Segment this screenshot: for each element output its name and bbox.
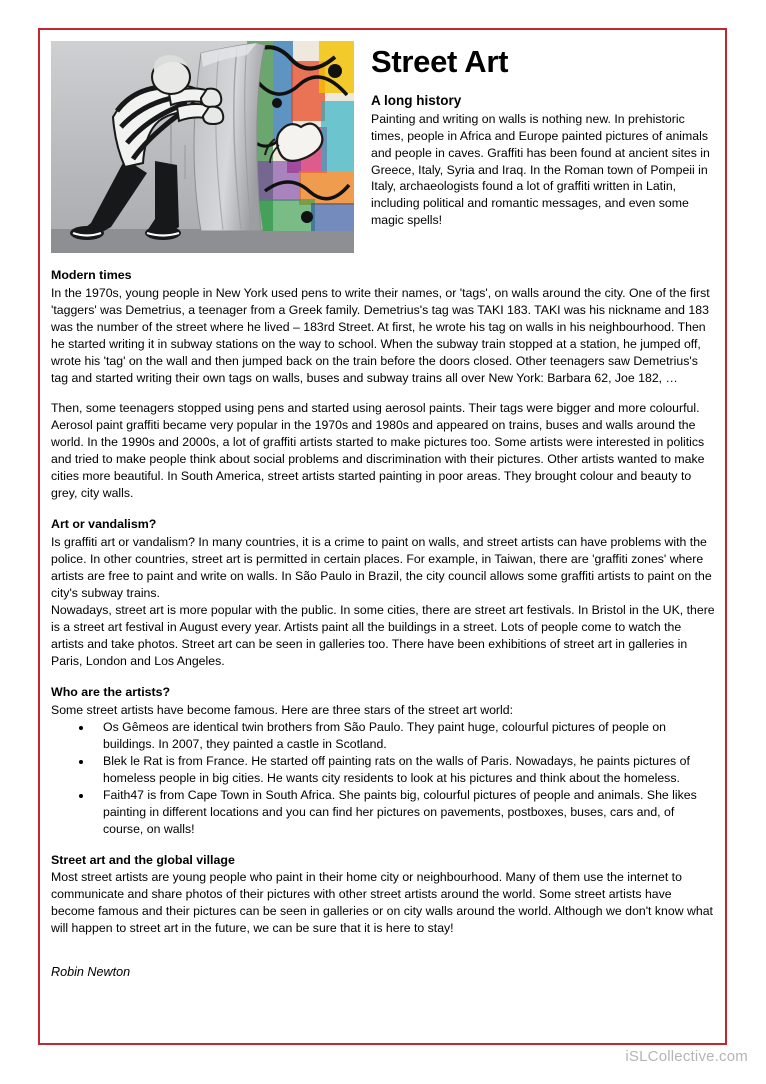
section-who-are-the-artists — [51, 684, 717, 838]
peeled-wall-sheet — [194, 43, 265, 231]
section-global-village — [51, 852, 717, 938]
header-text-block — [371, 41, 717, 229]
author-byline: Robin Newton — [51, 965, 131, 980]
section-heading-art-or-vandalism: Art or vandalism? — [51, 516, 157, 531]
street-art-photo-illustration — [51, 41, 354, 253]
list-item: • Faith47 is from Cape Town in South Africa. She paints big, colourful pictures of people and animals. She likes painting in different locations and you can find her pictures on pavements, postboxes, buses, cars and, of course, on walls! — [93, 787, 717, 838]
section-art-or-vandalism — [51, 516, 717, 670]
modern-times-paragraph-2: Then, some teenagers stopped using pens and started using aerosol paints. Their tags were bigger and more colourful. Aerosol paint graffiti became very popular in the 1970s and 1980s and appeared on trains, buses and walls around the world. In the 1990s and 2000s, a lot of graffiti artists started to make pictures too. Some artists were interested in politics and tried to make people think about social problems and discrimination with their pictures. Other artists wanted to make cities more beautiful. In South America, street artists started painting in poor areas. They brought colour and beauty to grey, city walls. — [51, 400, 705, 500]
list-item: • Os Gêmeos are identical twin brothers from São Paulo. They paint huge, colourful pictures of people on buildings. In 2007, they painted a castle in Scotland. — [93, 719, 717, 753]
section-heading-global-village: Street art and the global village — [51, 852, 235, 867]
artists-lead-paragraph: Some street artists have become famous. Here are three stars of the street art world: — [51, 702, 514, 717]
section-heading-long-history: A long history — [371, 92, 462, 108]
artist-list — [51, 719, 717, 838]
modern-times-paragraph-1: In the 1970s, young people in New York used pens to write their names, or 'tags', on walls around the city. One of the first 'taggers' was Demetrius, a teenager from a Greek family. Demetrius's tag was TAKI 183. TAKI was his nickname and 183 was the number of the street where he lived – 183rd Street. At first, he wrote his tag on walls in his neighbourhood. Then he started writing it in subway stations on the way to school. When the subway train stopped at a station, he jumped off, wrote his 'tag' on the wall and then jumped back on the train before the doors closed. Other teenagers saw Demetrius's tag and started writing their own tags on walls, buses and subway trains all over New York: Barbara 62, Joe 182, … — [51, 285, 710, 385]
document-content — [51, 41, 717, 1031]
street-art-photo — [51, 41, 354, 253]
section-heading-modern-times: Modern times — [51, 268, 132, 282]
site-watermark: iSLCollective.com — [625, 1048, 748, 1065]
intro-paragraph: Painting and writing on walls is nothing new. In prehistoric times, people in Africa and Europe painted pictures of animals and people in caves. Graffiti has been found at ancient sites in Greece, Italy, Syria and Iraq. In the Roman town of Pompeii in Italy, archaeologists found a lot of graffiti written in Latin, including political and romantic messages, and even some magic spells! — [371, 112, 710, 228]
global-village-paragraph: Most street artists are young people who paint in their home city or neighbourhood. Many of them use the internet to communicate and share photos of their pictures with other street artists around the world. Some street artists have become famous and their pictures can be seen in galleries or on city walls around the world. Although we don't know what will happen to street art in the future, we can be sure that it is here to stay! — [51, 870, 713, 936]
art-or-vandalism-paragraph-1: Is graffiti art or vandalism? In many countries, it is a crime to paint on walls, and street artists can have problems with the police. In other countries, street art is permitted in certain places. For example, in Taiwan, there are 'graffiti zones' where artists are free to paint and write on walls. In São Paulo in Brazil, the city council allows some graffiti artists to paint on the city's subway trains. — [51, 534, 712, 600]
art-or-vandalism-paragraph-2: Nowadays, street art is more popular with the public. In some cities, there are street art festivals. In Bristol in the UK, there is a street art festival in August every year. Artists paint all the buildings in a street. Lots of people come to watch the artists and take photos. Street art can be seen in galleries too. There have been exhibitions of street art in galleries in Paris, London and Los Angeles. — [51, 602, 715, 668]
document-header — [51, 41, 717, 253]
section-modern-times — [51, 267, 717, 502]
section-heading-who-are-the-artists: Who are the artists? — [51, 684, 171, 699]
list-item: • Blek le Rat is from France. He started off painting rats on the walls of Paris. Nowadays, he paints pictures of homeless people in big cities. He wants city residents to look at his pictures and think about the homeless. — [93, 753, 717, 787]
page-title: Street Art — [371, 44, 509, 79]
